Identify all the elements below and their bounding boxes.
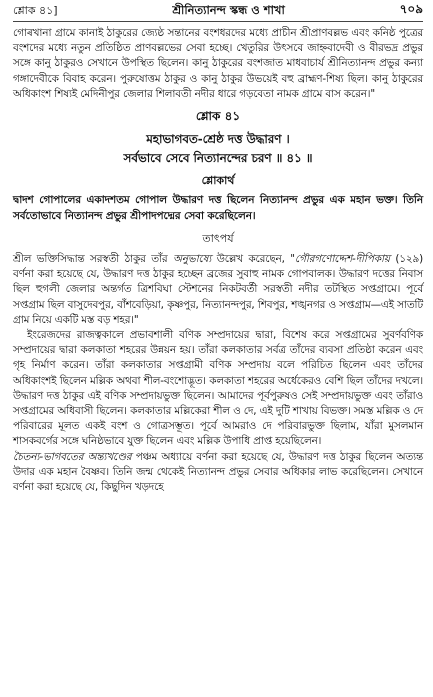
- purport-p1-c: (১২৯) বর্ণনা করা হয়েছে যে, উদ্ধারণ দত্ত ঠাকুর হচ্ছেন ব্রজের সুবাহু নামক গোপবালক। উদ্ধারণ দত্তের নিবাস ছিল হুগলী জেলার অন্তর্গত ত্রিশবিঘা স্টেশনের নিকটবর্তী সরস্বতী নদীর তটস্থিত সপ্তগ্রামে। পূর্বে সপ্তগ্রাম ছিল বাসুদেবপুর, বাঁশবেড়িয়া, কৃষ্ণপুর, নিত্যানন্দপুর, শিবপুর, শঙ্খনগর ও সপ্তগ্রাম—এই সাতটি গ্রাম নিয়ে একটি মস্ত বড় শহর।": [13, 253, 423, 326]
- translation-heading: শ্লোকার্থ: [201, 174, 235, 188]
- purport-paragraph-3: [13, 450, 423, 496]
- purport-p1-a: শ্রীল ভক্তিসিদ্ধান্ত সরস্বতী ঠাকুর তাঁর: [13, 253, 173, 266]
- purport-p3-em: চৈতন্য-ভাগবতের অন্ত্যখণ্ডের: [13, 450, 132, 463]
- running-title: শ্রীনিত্যানন্দ স্কন্ধ ও শাখা: [172, 3, 285, 17]
- page-header: [13, 4, 423, 22]
- purport-p3-b: পঞ্চম অধ্যায়ে বর্ণনা করা হয়েছে যে, উদ্ধারণ দত্ত ঠাকুর ছিলেন অত্যন্ত উদার এক মহান বৈষ্ণব। তিনি জন্ম থেকেই নিত্যানন্দ প্রভুর সেবার অধিকার লাভ করেছিলেন। সেখানে বর্ণনা করা হয়েছে যে, কিছুদিন খড়দহে: [13, 450, 424, 494]
- verse-number: শ্লোক ৪১: [195, 109, 241, 124]
- intro-paragraph: গোৰখানা গ্রামে কানাই ঠাকুরের জ্যেষ্ঠ সন্তানের বংশধরদের মধ্যে প্রাচীন শ্রীপ্রাণবল্লভ এবং কনিষ্ঠ পুত্রের বংশদের মধ্যে নতুন প্রতিষ্ঠিত প্রাণবল্লভের সেবা হচ্ছে। খেতুরির উৎসবে জাহ্নবাদেবী ও বীরভদ্র প্রভুর সঙ্গে কানু ঠাকুরও সেখানে উপস্থিত ছিলেন। কানু ঠাকুরের বংশজাত মাধবাচার্য শ্রীনিত্যানন্দ প্রভুর কন্যা গঙ্গাদেবীকে বিবাহ করেন। পুরুষোত্তম ঠাকুর ও কানু ঠাকুর উভয়েই বহু ব্রাহ্মণ-শিষ্য ছিল। কানু ঠাকুরের অধিকাংশ শিষ্যই মেদিনীপুর জেলার শিলাবতী নদীর ধারে গড়বেতা নামক গ্রামে বাস করেন।": [13, 27, 423, 100]
- purport-p1-quote: "গৌরগণোদ্দেশ-দীপিকায়: [290, 253, 390, 266]
- purport-paragraph-1: [13, 252, 423, 328]
- purport-p1-b: উল্লেখ করেছেন,: [211, 253, 291, 266]
- page-number: ৭০৯: [399, 2, 423, 16]
- purport-p1-em: অনুভাষ্যে: [172, 253, 212, 266]
- purport-paragraph-2: ইংরেজদের রাজত্বকালে প্রভাবশালী বণিক সম্প্রদায়ের দ্বারা, বিশেষ করে সপ্তগ্রামের সুবর্ণবণিক সম্প্রদায়ের দ্বারা কলকাতা শহরের উন্নয়ন হয়। তাঁরা কলকাতার সর্বত্র তাঁদের ব্যবসা প্রতিষ্ঠা করেন এবং গৃহ নির্মাণ করেন। তাঁরা কলকাতার সপ্তগ্রামী বণিক সম্প্রদায় বলে পরিচিত ছিলেন এবং তাঁদের অধিকাংশই ছিলেন মল্লিক অথবা শীল-বংশোদ্ভূত। কলকাতা শহরের অর্ধেকেরও বেশি ছিল তাঁদের দখলে। উদ্ধারণ দত্ত ঠাকুর এই বণিক সম্প্রদায়ভুক্ত ছিলেন। আমাদের পূর্বপুরুষও সেই সম্প্রদায়ভুক্ত এবং তাঁরাও সপ্তগ্রামের অধিবাসী ছিলেন। কলকাতার মল্লিকেরা শীল ও দে, এই দুটি শাখায় বিভক্ত। সমস্ত মল্লিক ও দে পরিবারের মূলত একই বংশ ও গোত্রসম্ভূত। পূর্বে আমরাও দে পরিবারভুক্ত ছিলাম, যাঁরা মুসলমান শাসকবর্গের সঙ্গে ঘনিষ্ঠভাবে যুক্ত ছিলেন এবং মল্লিক উপাধি প্রাপ্ত হয়েছিলেন।: [13, 329, 423, 448]
- translation-text: দ্বাদশ গোপালের একাদশতম গোপাল উদ্ধারণ দত্ত ছিলেন নিত্যানন্দ প্রভুর এক মহান ভক্ত। তিনি সর্বতোভাবে নিত্যানন্দ প্রভুর শ্রীপাদপদ্মের সেবা করেছিলেন।: [13, 194, 423, 222]
- verse-reference: শ্লোক ৪১]: [13, 4, 58, 17]
- verse-line-1: মহাভাগবত-শ্রেষ্ঠ দত্ত উদ্ধারণ ।: [146, 132, 290, 147]
- verse-line-2: সর্বভাবে সেবে নিত্যানন্দের চরণ ॥ ৪১ ॥: [123, 151, 313, 166]
- page-body: [13, 26, 423, 495]
- purport-heading: তাৎপর্য: [202, 232, 234, 246]
